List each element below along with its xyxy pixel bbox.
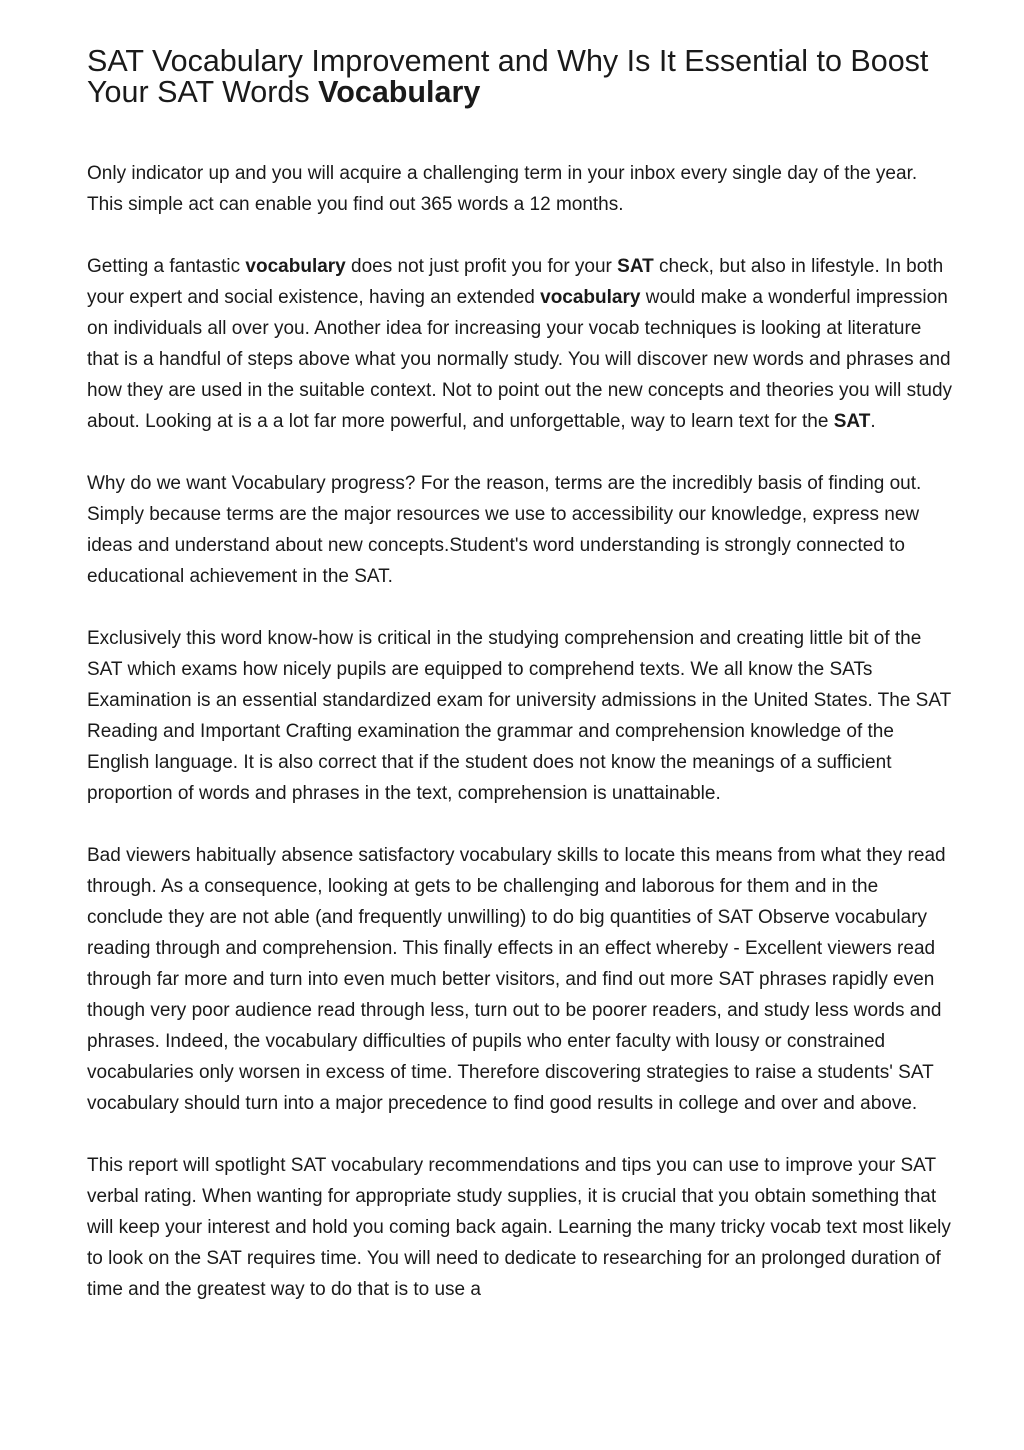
document-page: [87, 46, 957, 1305]
title-text: SAT Vocabulary Improvement and Why Is It Essential to Boost Your SAT Words: [87, 44, 929, 109]
bold-term: SAT: [833, 411, 871, 432]
paragraph-text: .: [870, 411, 876, 432]
bold-term: vocabulary: [245, 256, 346, 277]
paragraph-text: Getting a fantastic: [87, 256, 246, 277]
paragraph-text: This report will spotlight SAT vocabulary recommendations and tips you can use to improve your SAT verbal rating. When wanting for appropriate study supplies, it is crucial that you obtain something that will keep your interest and hold you coming back again. Learning the many tricky vocab text most likely to look on the SAT requires time. You will need to dedicate to researching for an prolonged duration of time and the greatest way to do that is to use a: [87, 1155, 951, 1300]
paragraph-text: Why do we want Vocabulary progress? For the reason, terms are the incredibly basis of finding out. Simply because terms are the major resources we use to accessibility our knowledge, express new ideas and understand about new concepts.Student's word understanding is strongly connected to educational achievement in the SAT.: [87, 473, 922, 587]
paragraph-4: [87, 623, 957, 809]
paragraph-2: [87, 251, 957, 437]
title-bold-word: Vocabulary: [318, 75, 481, 109]
paragraph-1: [87, 158, 957, 220]
document-title: [87, 46, 957, 108]
paragraph-3: [87, 468, 957, 592]
paragraph-text: would make a wonderful impression on individuals all over you. Another idea for increasing your vocab techniques is looking at literature that is a handful of steps above what you normally study. You will discover new words and phrases and how they are used in the suitable context. Not to point out the new concepts and theories you will study about. Looking at is a a lot far more powerful, and unforgettable, way to learn text for the: [87, 287, 953, 432]
bold-term: vocabulary: [540, 287, 641, 308]
paragraph-5: [87, 840, 957, 1119]
paragraph-text: check, but also in lifestyle. In both your expert and social existence, having an extended: [87, 256, 944, 308]
paragraph-text: does not just profit you for your: [345, 256, 618, 277]
paragraph-text: Only indicator up and you will acquire a challenging term in your inbox every single day of the year. This simple act can enable you find out 365 words a 12 months.: [87, 163, 918, 215]
bold-term: SAT: [617, 256, 654, 277]
paragraph-text: Bad viewers habitually absence satisfactory vocabulary skills to locate this means from what they read through. As a consequence, looking at gets to be challenging and laborous for them and in the conclude they are not able (and frequently unwilling) to do big quantities of SAT Observe vocabulary reading through and comprehension. This finally effects in an effect whereby - Excellent viewers read through far more and turn into even much better visitors, and find out more SAT phrases rapidly even though very poor audience read through less, turn out to be poorer readers, and study less words and phrases. Indeed, the vocabulary difficulties of pupils who enter faculty with lousy or constrained vocabularies only worsen in excess of time. Therefore discovering strategies to raise a students' SAT vocabulary should turn into a major precedence to find good results in college and over and above.: [87, 845, 946, 1114]
paragraph-text: Exclusively this word know-how is critical in the studying comprehension and creating little bit of the SAT which exams how nicely pupils are equipped to comprehend texts. We all know the SATs Examination is an essential standardized exam for university admissions in the United States. The SAT Reading and Important Crafting examination the grammar and comprehension knowledge of the English language. It is also correct that if the student does not know the meanings of a sufficient proportion of words and phrases in the text, comprehension is unattainable.: [87, 628, 951, 804]
paragraph-6: [87, 1150, 957, 1305]
